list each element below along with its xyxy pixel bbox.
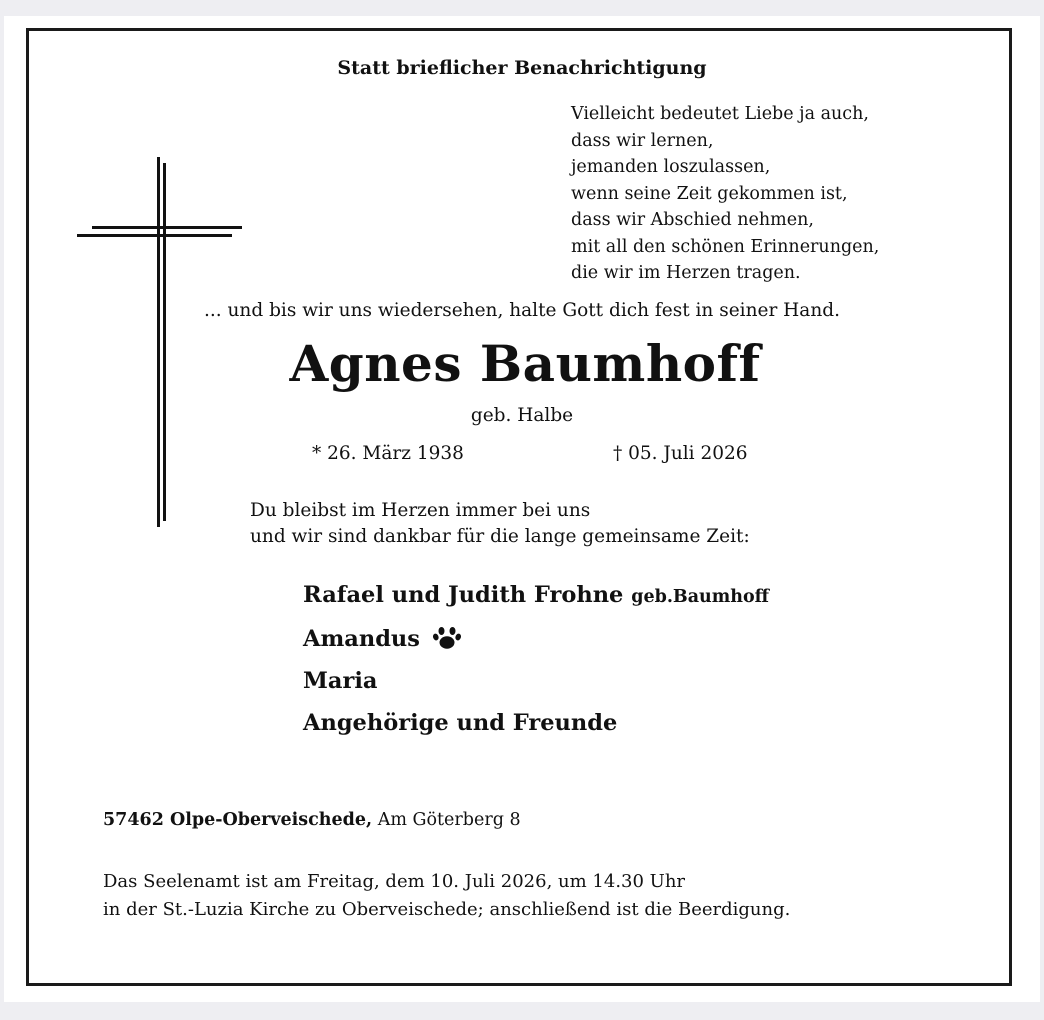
message-line: und wir sind dankbar für die lange gemeinsame Zeit: — [250, 526, 750, 547]
maiden-name: geb. Halbe — [470, 405, 574, 426]
family-names: Rafael und Judith Frohne — [303, 582, 624, 608]
poem-line: mit all den schönen Erinnerungen, — [571, 236, 880, 257]
family-line: Angehörige und Freunde — [303, 710, 618, 736]
deceased-name: Agnes Baumhoff — [289, 334, 761, 393]
message — [250, 498, 750, 550]
family-name: Amandus — [303, 626, 420, 652]
birth-date: * 26. März 1938 — [312, 443, 464, 464]
family-line — [303, 574, 769, 618]
poem-line: jemanden loszulassen, — [571, 157, 771, 177]
death-date: † 05. Juli 2026 — [613, 443, 748, 464]
poem-line: die wir im Herzen tragen. — [571, 263, 801, 283]
cross-horizontal-bar — [92, 226, 242, 229]
family-maiden: geb.Baumhoff — [631, 587, 770, 607]
message-line: Du bleibst im Herzen immer bei uns — [250, 500, 591, 521]
cross-horizontal-bar-lower — [77, 234, 232, 237]
family-line: Maria — [303, 668, 378, 694]
header-title: Statt brieflicher Benachrichtigung — [337, 57, 707, 79]
poem-line: wenn seine Zeit gekommen ist, — [571, 183, 848, 204]
service-info — [103, 868, 790, 924]
poem-line: dass wir Abschied nehmen, — [571, 210, 814, 230]
family-list — [303, 574, 769, 744]
service-line: in der St.-Luzia Kirche zu Oberveischede; anschließend ist die Beerdigung. — [103, 899, 791, 920]
address-street: Am Göterberg 8 — [377, 810, 521, 830]
address-city: 57462 Olpe-Oberveischede, — [103, 810, 373, 830]
poem-line: Vielleicht bedeutet Liebe ja auch, — [571, 104, 869, 124]
poem-line: dass wir lernen, — [571, 130, 714, 151]
motto: ... und bis wir uns wiedersehen, halte Gott dich fest in seiner Hand. — [204, 300, 840, 321]
service-line: Das Seelenamt ist am Freitag, dem 10. Juli 2026, um 14.30 Uhr — [103, 871, 686, 892]
poem — [571, 101, 891, 287]
address — [103, 810, 521, 830]
family-line — [303, 618, 769, 660]
paw-print-icon — [432, 623, 462, 651]
